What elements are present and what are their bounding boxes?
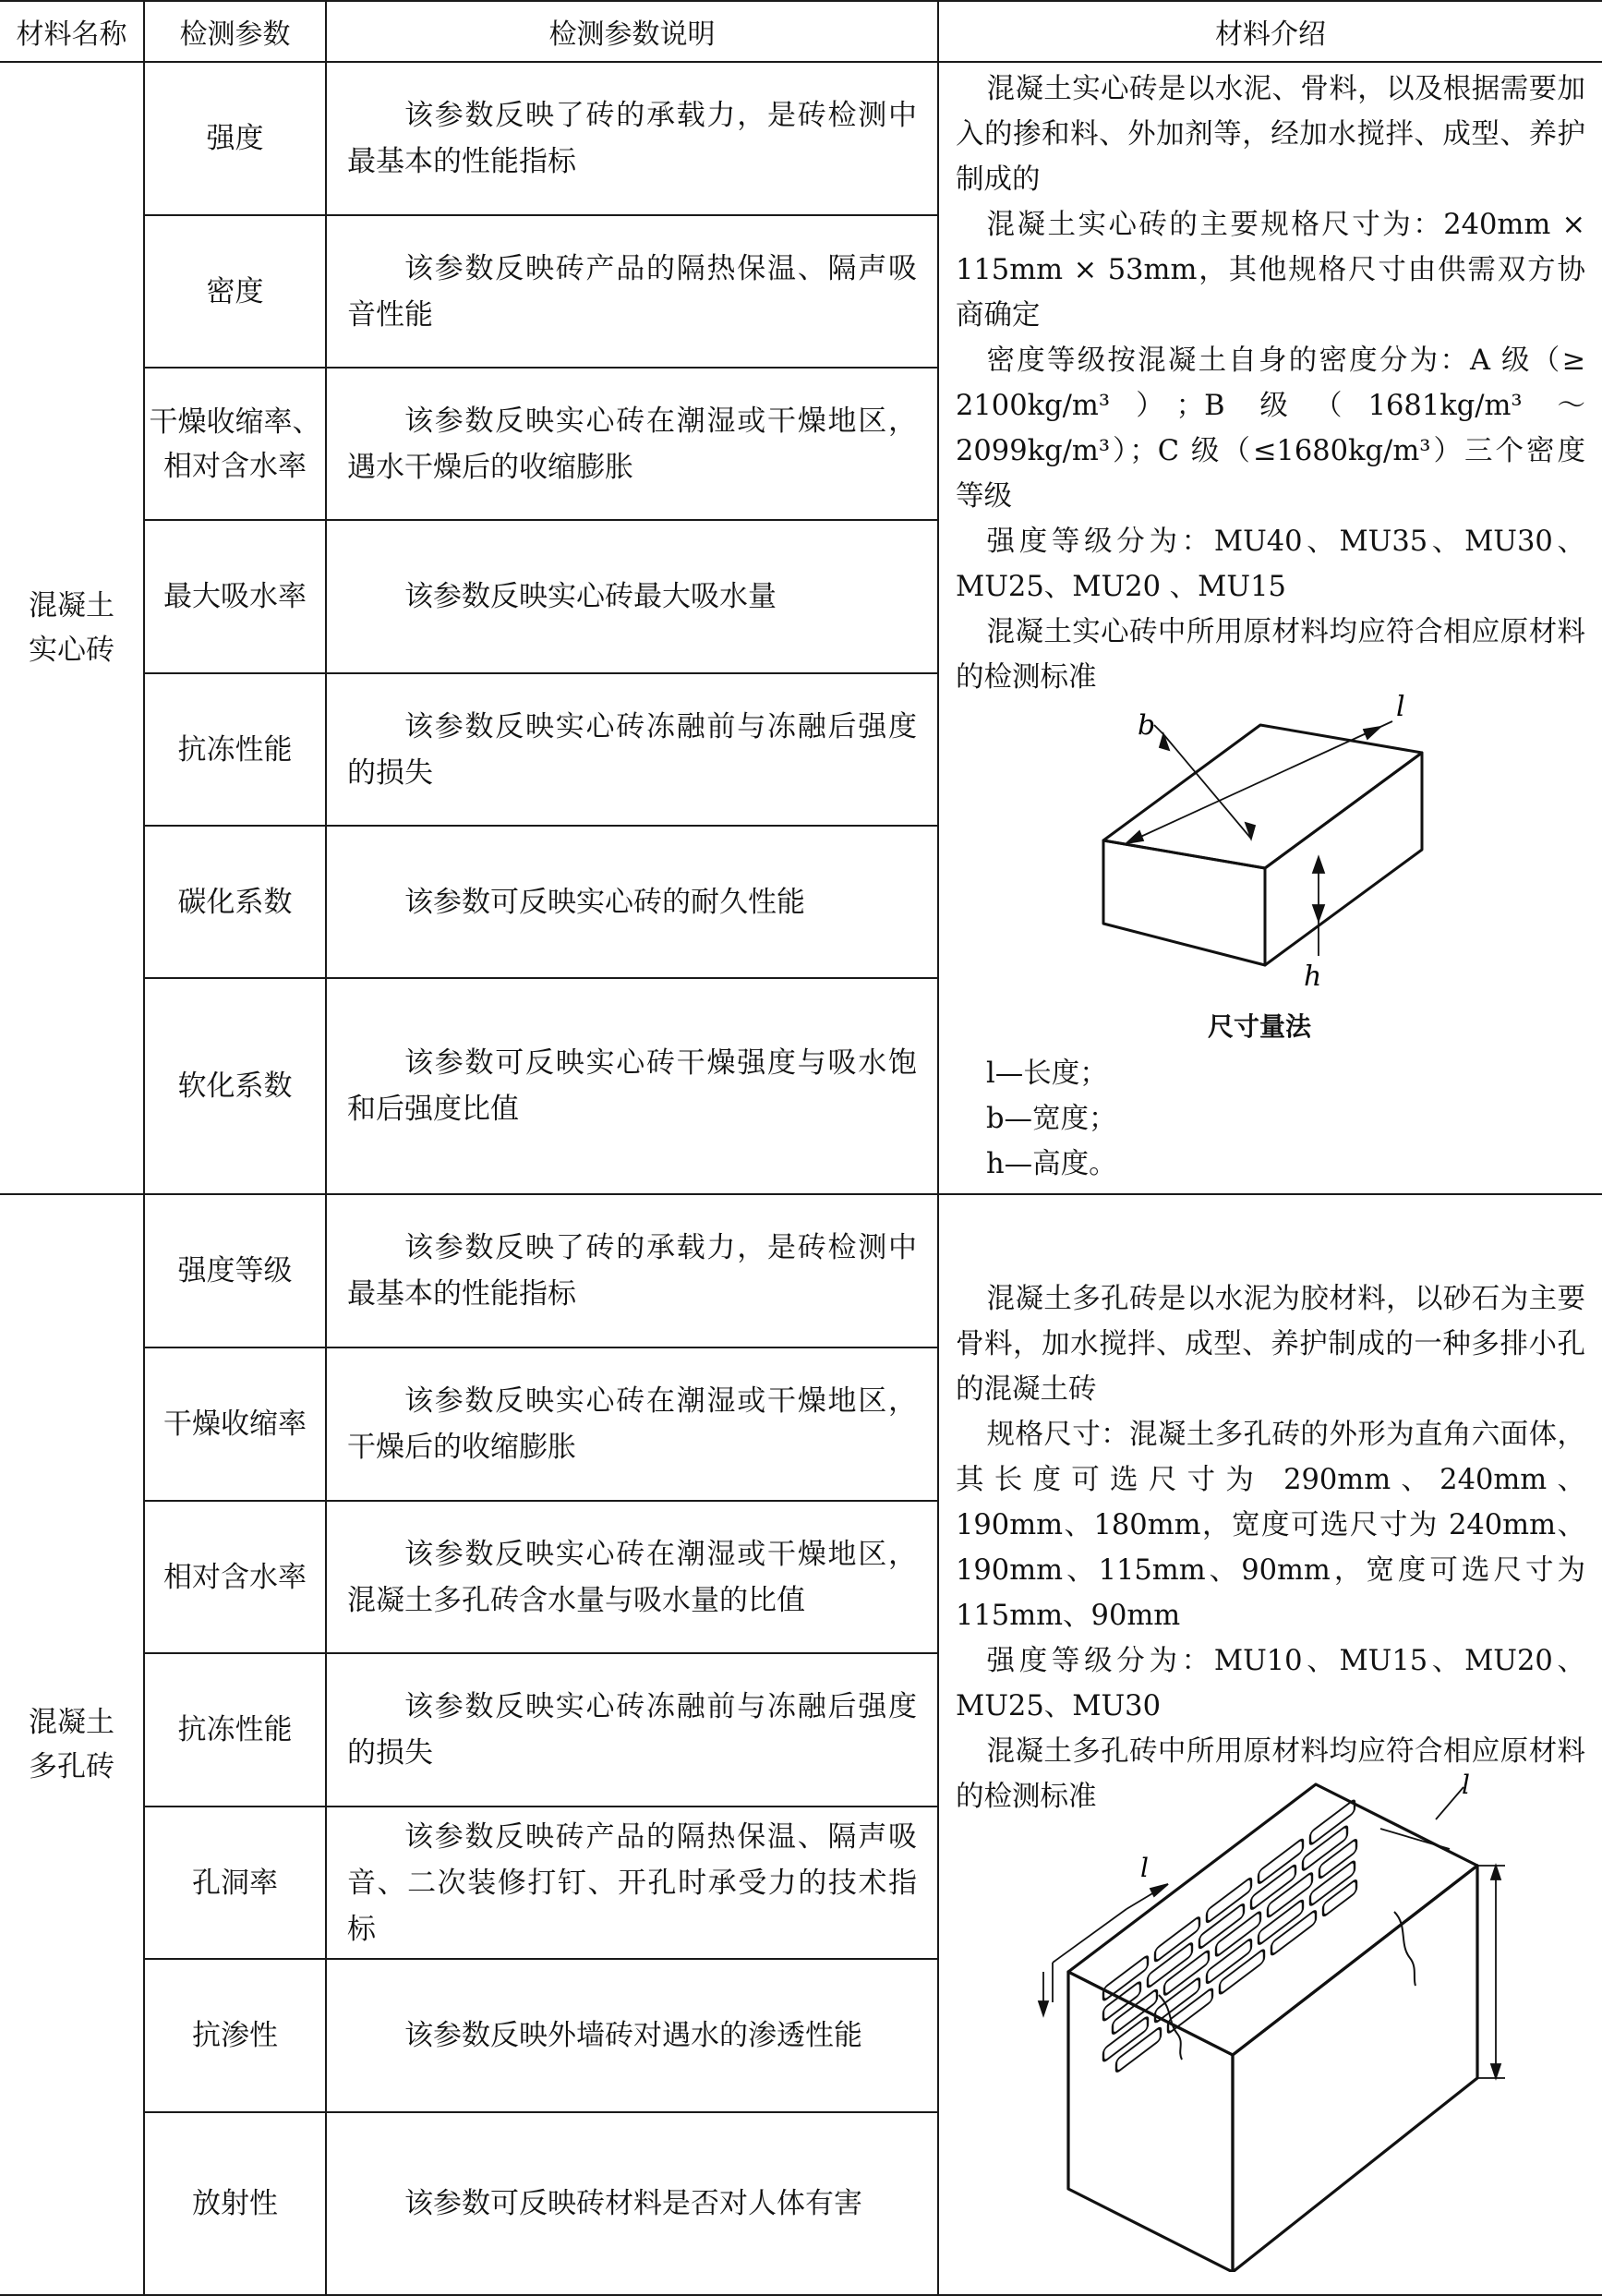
desc-cell: 该参数反映实心砖在潮湿或干燥地区，混凝土多孔砖含水量与吸水量的比值 [347,1537,917,1617]
desc-cell: 该参数可反映砖材料是否对人体有害 [404,2187,862,2220]
desc-cell: 该参数反映砖产品的隔热保温、隔声吸音、二次装修打钉、开孔时承受力的技术指标 [347,1819,917,1946]
material-name-porous-brick: 混凝土 多孔砖 [29,1706,114,1783]
intro-paragraph: 强度等级分为：MU10、MU15、MU20、MU25、MU30 [956,1645,1585,1722]
param-cell: 碳化系数 [177,885,293,919]
intro-paragraph: 强度等级分为：MU40、MU35、MU30、MU25、MU20 、MU15 [956,526,1585,603]
desc-cell: 该参数反映外墙砖对遇水的渗透性能 [404,2019,862,2052]
header-material-intro: 材料介绍 [1215,18,1326,51]
figure-caption: 尺寸量法 [1208,1011,1312,1042]
intro-solid-brick [939,66,1602,700]
desc-cell: 该参数反映实心砖冻融前与冻融后强度的损失 [347,709,917,790]
intro-paragraph: 混凝土实心砖是以水泥、骨料，以及根据需要加入的掺和料、外加剂等，经加水搅拌、成型、养护制成的 [956,73,1585,196]
header-param-desc: 检测参数说明 [548,18,716,51]
param-cell: 抗渗性 [192,2019,278,2052]
desc-cell: 该参数反映砖产品的隔热保温、隔声吸音性能 [347,251,917,332]
param-cell: 干燥收缩率、 相对含水率 [149,405,321,483]
material-name-solid-brick: 混凝土 实心砖 [29,589,114,667]
porous-brick-diagram [1030,1773,1510,2272]
param-cell: 软化系数 [177,1069,293,1103]
header-test-param: 检测参数 [179,18,291,51]
legend-item: h—高度。 [986,1148,1117,1180]
intro-paragraph: 规格尺寸：混凝土多孔砖的外形为直角六面体，其长度可选尺寸为 290mm、240mm、190mm、180mm，宽度可选尺寸为 240mm、190mm、115mm、90mm，宽度可选尺寸为 115mm、90mm [956,1419,1585,1632]
desc-cell: 该参数反映实心砖最大吸水量 [404,580,777,613]
param-cell: 干燥收缩率 [163,1408,307,1441]
intro-porous-brick [939,1276,1602,1819]
legend-item: b—宽度； [986,1103,1117,1135]
dimension-label-l: l [1462,1773,1470,1800]
desc-cell: 该参数可反映实心砖的耐久性能 [404,885,805,919]
dimension-label-h: h [1304,961,1322,993]
param-cell: 最大吸水率 [163,580,307,613]
desc-cell: 该参数反映实心砖在潮湿或干燥地区，干燥后的收缩膨胀 [347,1384,917,1464]
dimension-label-l: l [1396,691,1405,723]
desc-cell: 该参数反映实心砖冻融前与冻融后强度的损失 [347,1690,917,1770]
intro-paragraph: 混凝土实心砖的主要规格尺寸为：240mm × 115mm × 53mm，其他规格尺寸由供需双方协商确定 [956,209,1585,332]
param-cell: 强度等级 [177,1254,293,1287]
desc-cell: 该参数反映实心砖在潮湿或干燥地区，遇水干燥后的收缩膨胀 [347,404,917,484]
desc-cell: 该参数反映了砖的承载力，是砖检测中最基本的性能指标 [347,1231,917,1311]
param-cell: 抗冻性能 [177,732,293,767]
param-cell: 放射性 [192,2187,278,2220]
param-cell: 抗冻性能 [177,1713,293,1746]
param-cell: 密度 [206,274,264,308]
param-cell: 强度 [206,122,264,155]
param-cell: 相对含水率 [163,1560,307,1594]
hole-pattern [1103,1798,1356,2083]
desc-cell: 该参数可反映实心砖干燥强度与吸水饱和后强度比值 [347,1046,917,1126]
dimension-label-b: b [1138,709,1156,742]
desc-cell: 该参数反映了砖的承载力，是砖检测中最基本的性能指标 [347,99,917,178]
intro-paragraph: 混凝土多孔砖中所用原材料均应符合相应原材料的检测标准 [956,1735,1585,1813]
intro-paragraph: 混凝土多孔砖是以水泥为胶材料，以砂石为主要骨料，加水搅拌、成型、养护制成的一种多排小孔的混凝土砖 [956,1283,1585,1406]
figure-legend [986,1051,1117,1187]
intro-paragraph: 混凝土实心砖中所用原材料均应符合相应原材料的检测标准 [956,616,1585,694]
intro-paragraph: 密度等级按混凝土自身的密度分为：A 级（≥ 2100kg/m³）；B 级（1681kg/m³ ～ 2099kg/m³）；C 级（≤1680kg/m³）三个密度等级 [956,344,1585,513]
dimension-label-l: l [1140,1853,1149,1883]
param-cell: 孔洞率 [192,1866,278,1900]
solid-brick-diagram [1062,679,1477,993]
header-material-name: 材料名称 [16,18,127,51]
legend-item: l—长度； [986,1057,1108,1090]
